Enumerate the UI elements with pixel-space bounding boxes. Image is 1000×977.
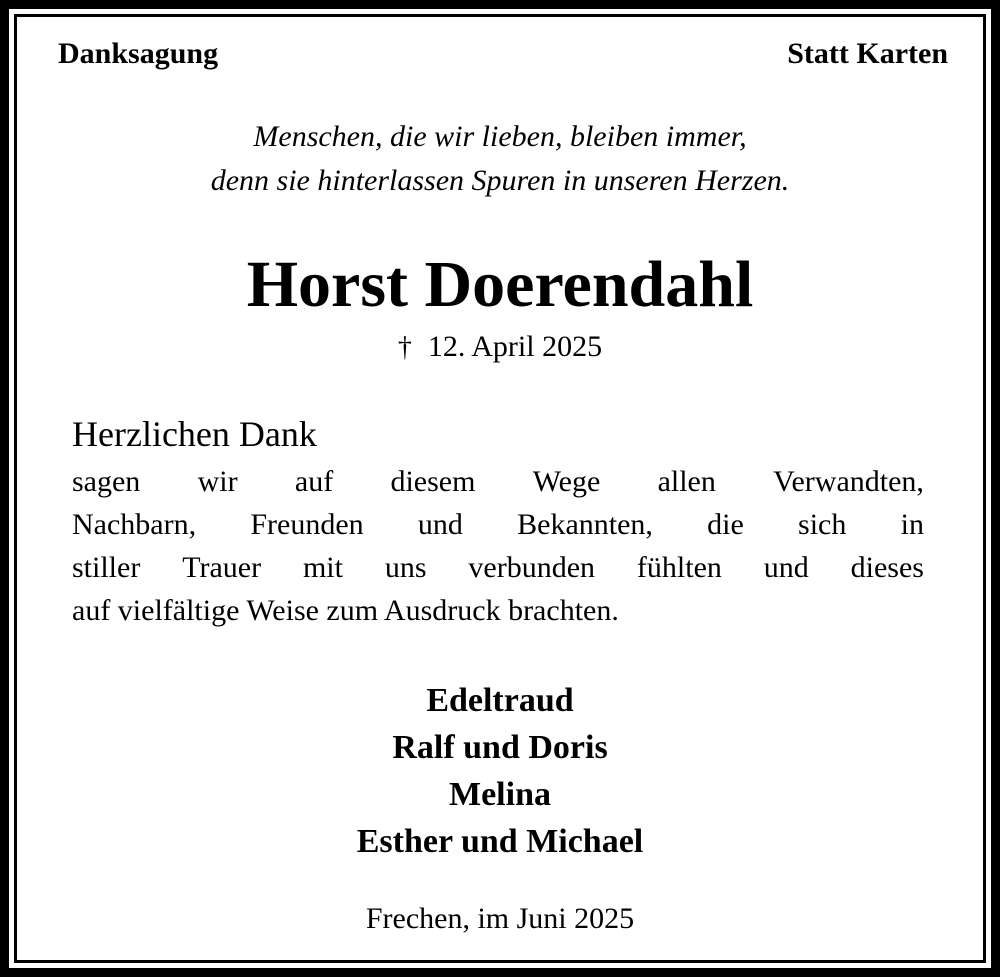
motto-quote xyxy=(0,115,1000,203)
thanks-body xyxy=(72,460,924,632)
word: sagen xyxy=(72,465,141,498)
word: Freunden xyxy=(250,508,364,541)
header-statt-karten: Statt Karten xyxy=(787,37,948,70)
header-danksagung: Danksagung xyxy=(58,37,219,70)
word: dieses xyxy=(850,551,924,584)
body-line xyxy=(72,503,924,546)
word: fühlten xyxy=(636,551,722,584)
motto-line: denn sie hinterlassen Spuren in unseren Herzen. xyxy=(210,164,790,197)
signature-name: Melina xyxy=(449,776,551,813)
word: mit xyxy=(302,551,343,584)
signature-name: Edeltraud xyxy=(426,682,574,719)
place-date: Frechen, im Juni 2025 xyxy=(365,902,635,935)
motto-line: Menschen, die wir lieben, bleiben immer, xyxy=(253,120,747,153)
signature-name: Esther und Michael xyxy=(356,823,644,860)
thanks-heading: Herzlichen Dank xyxy=(72,414,317,454)
body-line xyxy=(72,546,924,589)
signature-name: Ralf und Doris xyxy=(392,729,608,766)
word: in xyxy=(900,508,924,541)
word: stiller xyxy=(72,551,141,584)
word: und xyxy=(417,508,463,541)
signatures xyxy=(0,677,1000,865)
word: Verwandten, xyxy=(773,465,924,498)
word: die xyxy=(707,508,744,541)
word: und xyxy=(763,551,809,584)
word: verbunden xyxy=(468,551,596,584)
word: Trauer xyxy=(182,551,262,584)
body-line xyxy=(72,460,924,503)
word: sich xyxy=(798,508,847,541)
word: diesem xyxy=(390,465,476,498)
word: allen xyxy=(657,465,716,498)
body-line: auf vielfältige Weise zum Ausdruck brachten. xyxy=(72,594,619,627)
dagger-icon: † xyxy=(397,332,412,363)
word: uns xyxy=(384,551,427,584)
word: auf xyxy=(294,465,334,498)
deceased-name: Horst Doerendahl xyxy=(246,248,754,321)
death-date: 12. April 2025 xyxy=(427,330,603,363)
word: wir xyxy=(197,465,238,498)
word: Nachbarn, xyxy=(72,508,197,541)
word: Wege xyxy=(532,465,601,498)
death-date-line xyxy=(0,326,1000,369)
word: Bekannten, xyxy=(517,508,653,541)
